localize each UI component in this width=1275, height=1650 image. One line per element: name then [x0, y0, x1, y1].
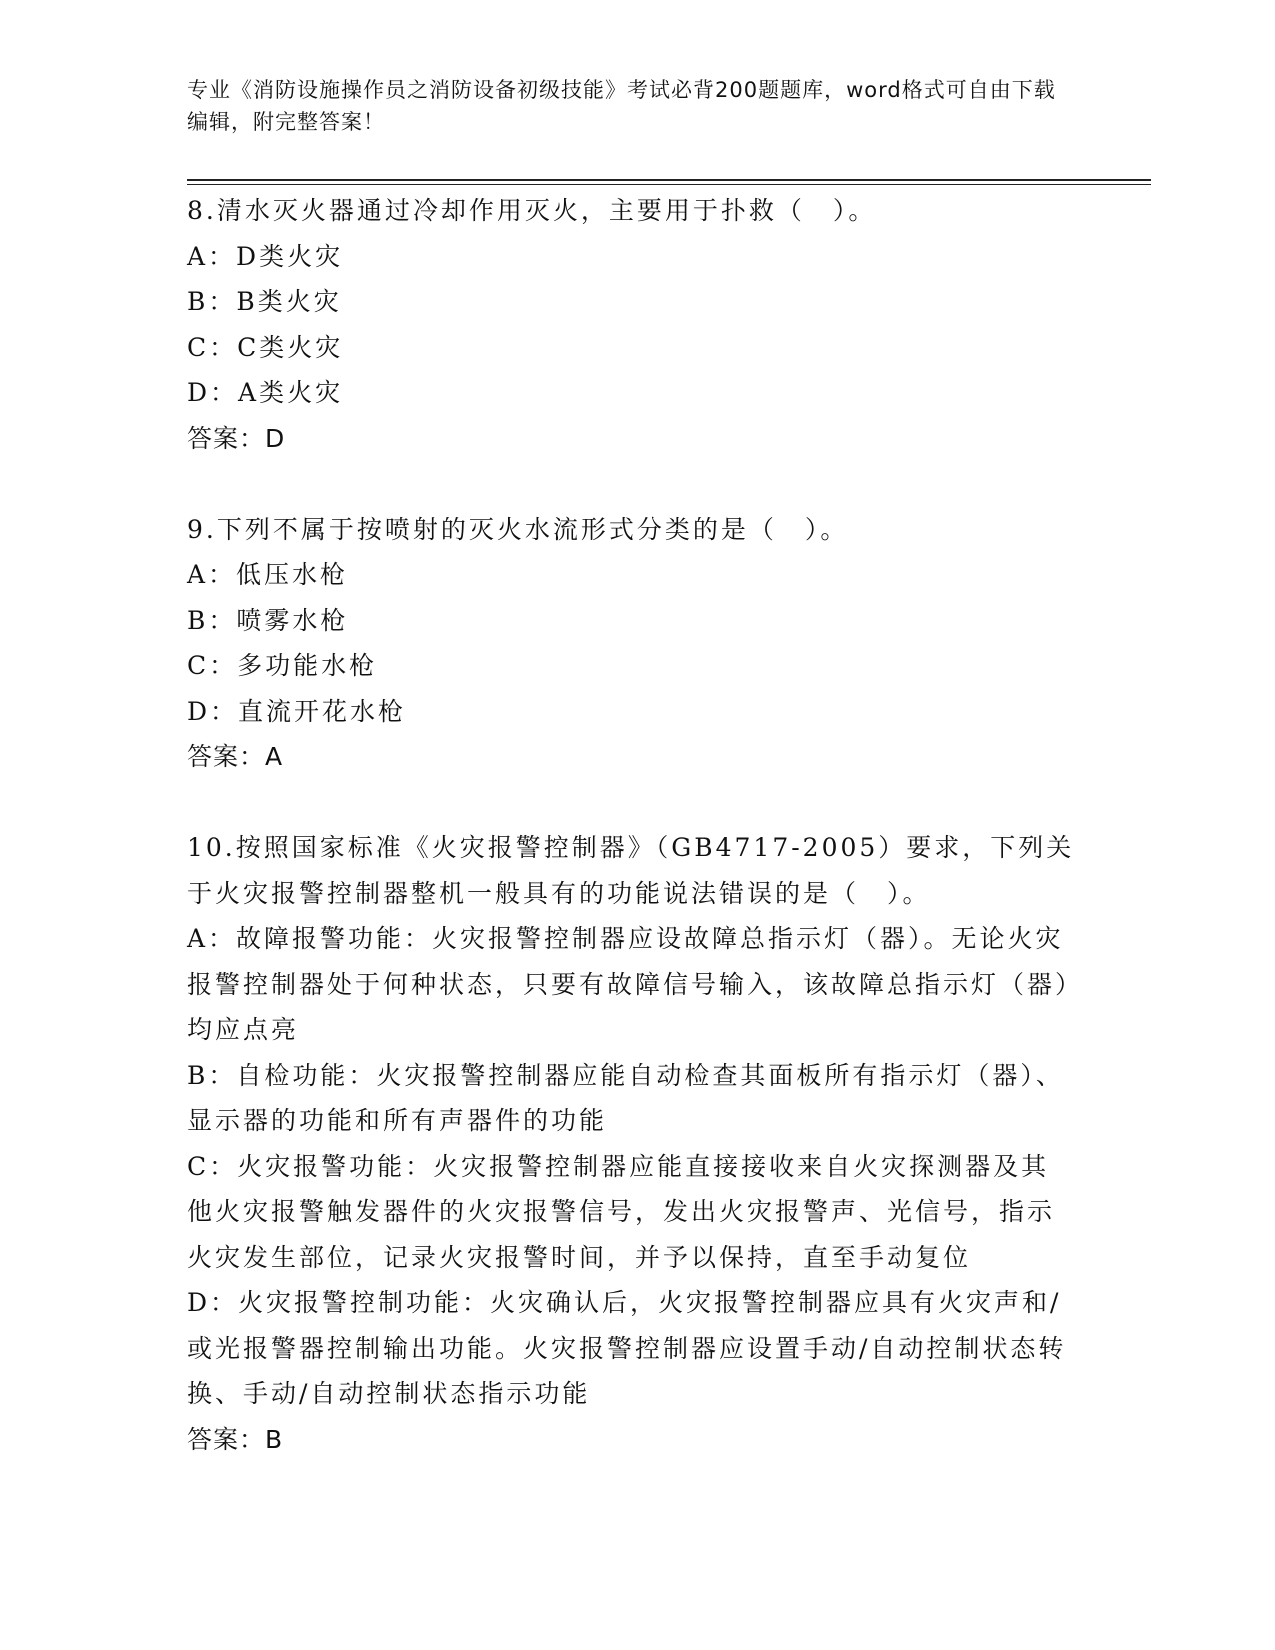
- question-9: [187, 507, 1077, 780]
- answer: 答案：D: [187, 423, 286, 453]
- question-list: [187, 188, 1077, 1508]
- option-c: C：多功能水枪: [187, 651, 378, 680]
- answer: 答案：B: [187, 1424, 284, 1454]
- option-a: A：故障报警功能：火灾报警控制器应设故障总指示灯（器）。无论火灾报警控制器处于何种状态，只要有故障信号输入，该故障总指示灯（器）均应点亮: [187, 924, 1071, 1044]
- option-d: D：A类火灾: [187, 378, 344, 407]
- option-c: C：火灾报警功能：火灾报警控制器应能直接接收来自火灾探测器及其他火灾报警触发器件的火灾报警信号，发出火灾报警声、光信号，指示火灾发生部位，记录火灾报警时间，并予以保持，直至手动复位: [187, 1151, 1056, 1272]
- option-b: B：B类火灾: [187, 287, 342, 316]
- option-a: A：D类火灾: [187, 241, 344, 271]
- option-d: D：直流开花水枪: [187, 696, 407, 726]
- header-rule-thin: [187, 184, 1151, 185]
- answer: 答案：A: [187, 742, 284, 771]
- option-b: B：自检功能：火灾报警控制器应能自动检查其面板所有指示灯（器）、显示器的功能和所有声器件的功能: [187, 1060, 1064, 1135]
- question-stem: 8.清水灭火器通过冷却作用灭火，主要用于扑救（ ）。: [187, 196, 877, 225]
- page-header: 专业《消防设施操作员之消防设备初级技能》考试必背200题题库，word格式可自由下载编辑，附完整答案！: [187, 78, 1056, 134]
- option-c: C：C类火灾: [187, 332, 344, 362]
- question-stem: 10.按照国家标准《火灾报警控制器》（GB4717-2005）要求，下列关于火灾报警控制器整机一般具有的功能说法错误的是（ ）。: [187, 833, 1075, 908]
- option-a: A：低压水枪: [187, 560, 349, 589]
- header-rule-thick: [187, 179, 1151, 181]
- question-stem: 9.下列不属于按喷射的灭火水流形式分类的是（ ）。: [187, 514, 849, 544]
- option-b: B：喷雾水枪: [187, 605, 349, 635]
- option-d: D：火灾报警控制功能：火灾确认后，火灾报警控制器应具有火灾声和/或光报警器控制输出功能。火灾报警控制器应设置手动/自动控制状态转换、手动/自动控制状态指示功能: [187, 1288, 1067, 1408]
- question-8: [187, 188, 1077, 461]
- question-10: [187, 825, 1077, 1462]
